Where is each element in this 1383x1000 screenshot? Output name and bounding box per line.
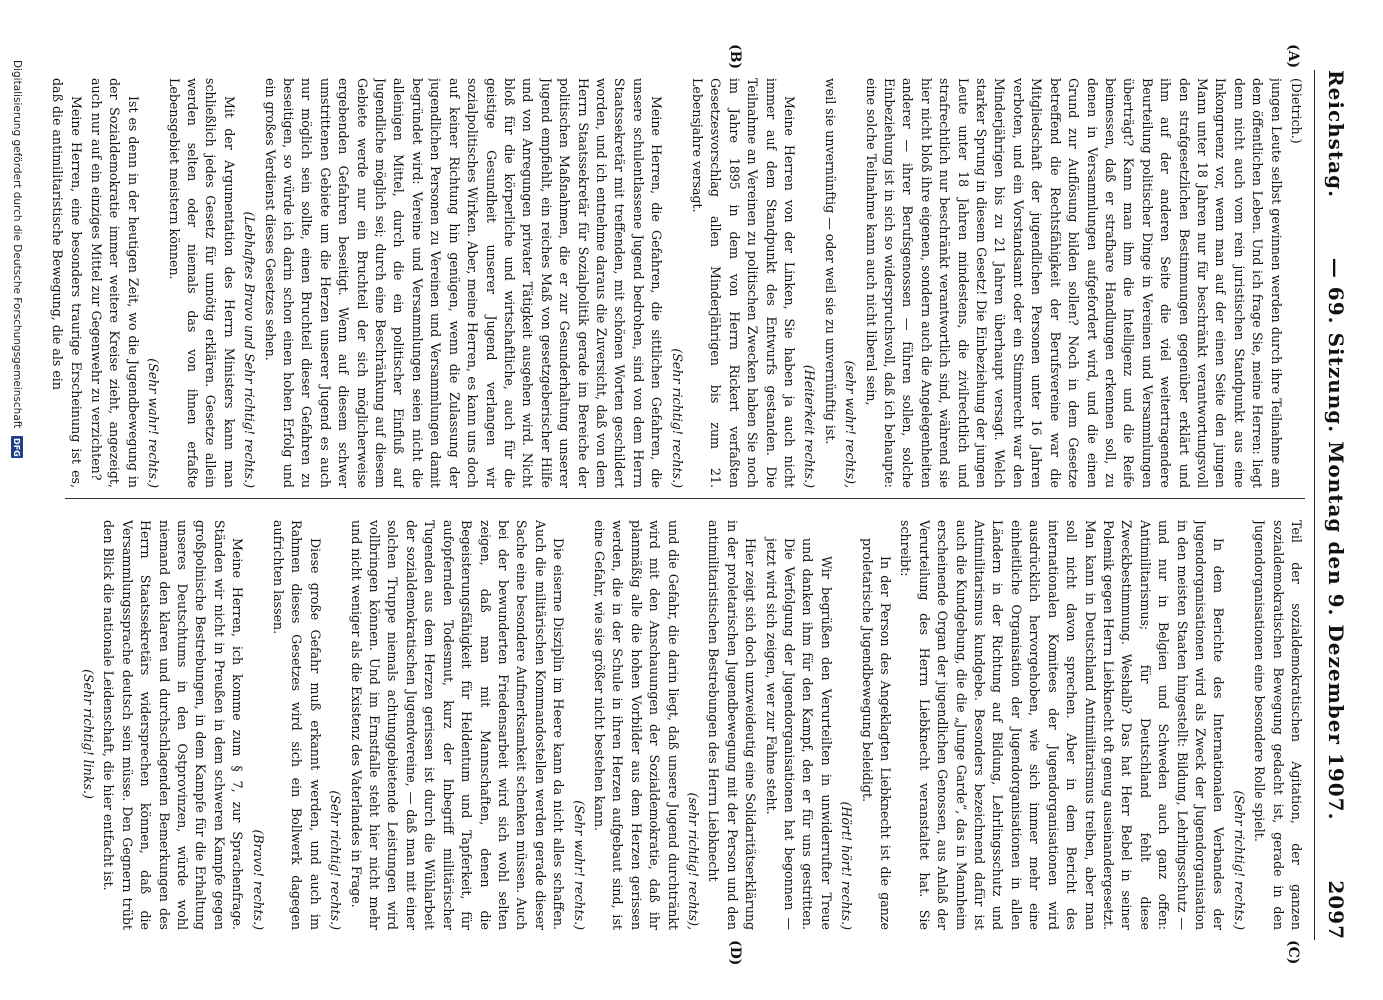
paragraph: weil sie unvernünftig — oder weil sie zu unvernünftig ist. [822, 78, 838, 445]
interjection: (Sehr richtig! rechts.) [328, 790, 344, 930]
header-title: — 69. Sitzung. Montag den 9. Dezember 1907. [1324, 257, 1348, 821]
header-rule [1314, 70, 1315, 940]
interjection: (Heiterkeit rechts.) [802, 364, 818, 488]
paragraph: jungen Leute selbst gewinnen werden durch ihre Teilnahme am dem öffentlichen Leben. Und ich frage Sie, meine Herren: liegt denn nicht auch vom rein juristischen Standpunkt aus eine Inkongruenz vor, wenn man auf der einen Seite den jungen Mann unter 18 Jahren nur für beschränkt verantwortungsvoll den strafgesetzlichen Bestimmungen gegenüber erklärt und ihm auf der anderen Seite die viel weitertragendere Beurteilung politischer Dinge in Vereinen und Versammlungen überträgt? Kann man ihm die Intelligenz und die Reife beimessen, daß er strafbare Handlungen erkennen soll, zu denen in Versammlungen aufgefordert wird, und die einen Grund zur Auflösung bilden sollen? Noch in dem Gesetze betreffend die Rechtsfähigkeit der Berufsvereine war die Mitgliedschaft der jugendlichen Personen unter 16 Jahren verboten, und ein Vorstandsamt oder ein Stimmrecht war den Minderjährigen bis zu 21 Jahren überhaupt versagt. Welch starker Sprung in diesem Gesetz! Die Einbeziehung der jungen Leute unter 18 Jahren mindestens, die zivilrechtlich und strafrechtlich nur beschränkt verantwortlich sind, während sie hier nicht bloß ihre eigenen, sondern auch die Angelegenheiten anderer — ihrer Berufsgenossen — führen sollen, solche Einbeziehung ist in sich so widerspruchsvoll, daß ich behaupte: eine solche Teilnahme kann auch nicht liberal sein, [863, 78, 1284, 488]
credit-text: Digitalisierung gefördert durch die Deutsche Forschungsgemeinschaft [11, 60, 23, 429]
interjection: (Lebhaftes Bravo und Sehr richtig! rechts.) [242, 211, 258, 488]
margin-marker-d: (D) [727, 940, 743, 966]
quotation: Wir begrüßen den Verurteilten in unwiderrufter Treue und danken ihm für den Kampf, den er für uns gestritten. Die Verfolgung der Jugendorganisationen hat begonnen — jetzt wird sich zeigen, wer zur Fahne steht. [763, 538, 834, 930]
right-column [45, 520, 1305, 930]
paragraph: Teil der sozialdemokratischen Agitation, der ganzen sozialdemokratischen Bewegung gedacht ist, gerade in den Jugendorganisationen eine besondere Rolle spielt. [1252, 520, 1304, 930]
margin-marker-c: (C) [1285, 940, 1301, 965]
paragraph: Hier zeigt sich doch unzweideutig eine Solidaritätserklärung in der proletarischen Jugendbewegung mit der Person und den antimilitaristischen Bestrebungen des Herrn Liebknecht [706, 520, 759, 930]
paragraph: und die Gefahr, die darin liegt, daß unsere Jugend durchtränkt wird mit den Anschauungen der Sozialdemokratie, daß ihr planmäßig alle die hohen Vorbilder aus dem Herzen gerissen werden, die in der Schule in ihren Herzen aufgebaut sind, ist eine Gefahr, wie sie größer nicht bestehen kann. [591, 520, 681, 930]
paragraph: Meine Herren von der Linken, Sie haben ja auch nicht immer auf dem Standpunkt des Entwurfs gestanden. Die Teilnahme an Vereinen zu politischen Zwecken haben Sie noch im Jahre 1895 in dem von Herrn Rickert verfaßten Gesetzesvorschlag allen Minderjährigen bis zum 21. Lebensjahre versagt. [690, 78, 798, 488]
margin-marker-b: (B) [727, 44, 743, 70]
paragraph: Die eiserne Disziplin im Heere kann da nicht alles schaffen. Auch die militärischen Kommandostellen werden gerade dieser Sache eine besondere Aufmerksamkeit schenken müssen. Auch bei der bewunderten Friedensarbeit wird sich wohl selten zeigen, daß man mit Mannschaften, denen die Begeisterungsfähigkeit für Heldentum und Tapferkeit, für aufopfernden Todesmut, kurz der Inbegriff militärischer Tugenden aus dem Herzen gerissen ist durch die Wühlarbeit der sozialdemokratischen Jugendvereine, — daß man mit einer solchen Truppe niemals achtunggebietende Leistungen wird vollbringen können. Und im Ernstfalle steht hier nicht mehr und nicht weniger als die Existenz des Vaterlandes in Frage. [348, 520, 567, 930]
dfg-logo: DFG [12, 438, 22, 457]
left-column [45, 78, 1305, 488]
interjection: (sehr wahr! rechts), [843, 360, 859, 488]
interjection: (Sehr richtig! links.) [81, 669, 96, 799]
speaker-name: (Dietrich.) [1289, 78, 1304, 144]
paragraph: Ist es denn in der heutigen Zeit, wo die Jugendbewegung in der Sozialdemokratie immer weitere Kreise zieht, angezeigt, auch nur auf ein einziges Mittel zur Gegenwehr zu verzichten? [89, 78, 141, 488]
paragraph: Meine Herren, ich komme zum § 7, zur Sprachenfrage. Ständen wir nicht in Preußen in dem schweren Kampfe gegen großpolnische Bestrebungen, in dem Kampfe für die Erhaltung unseres Deutschtums in den Ostprovinzen, würde wohl niemand den klaren und durchschlagenden Bemerkungen des Herrn Staatssekretärs widersprechen können, daß die Versammlungssprache deutsch sein müsse. Den Gegnern trübt den Blick die nationale Leidenschaft, die hier entfacht ist. [101, 520, 246, 930]
quotation: In der Person des Angeklagten Liebknecht ist die ganze proletarische Jugendbewegung beleidigt. [859, 538, 894, 930]
interjection: (Sehr wahr! rechts.) [571, 800, 587, 930]
paragraph: In dem Berichte des Internationalen Verbandes der Jugendorganisationen wird als Zweck der Jugendorganisation in den meisten Staaten hingestellt: Bildung, Lehrlingsschutz — und nur in Belgien und Schweden auch ganz offen: Antimilitarismus; für Deutschland fehlt diese Zweckbestimmung. Weshalb? Das hat Herr Bebel in seiner Polemik gegen Herrn Liebknecht oft genug auseinandergesetzt. Man kann in Deutschland Antimilitarismus treiben, aber man soll nicht davon sprechen. Aber in dem Bericht des internationalen Komitees der Jugendorganisationen wird ausdrücklich hervorgehoben, wie sich immer mehr eine einheitliche Organisation der Jugendorganisationen in allen Ländern in der Richtung auf Bildung, Lehrlingsschutz und Antimilitarismus kundgebe. Besonders bezeichnend dafür ist auch die Kundgebung, die die „Junge Garde“, das in Mannheim erscheinende Organ der jugendlichen Genossen, aus Anlaß der Verurteilung des Herrn Liebknecht veranstaltet hat. Sie schreibt: [898, 520, 1227, 930]
paragraph: Meine Herren, eine besonders traurige Erscheinung ist es, daß die antimilitaristische Bewegung, die als ein [50, 78, 84, 488]
interjection: (sehr richtig! rechts), [686, 792, 701, 930]
interjection: (Hört! hört! rechts.) [839, 801, 855, 930]
paragraph: Meine Herren, die Gefahren, die sittlichen Gefahren, die unsere schulentlassene Jugend bedrohen, sind von dem Herrn Staatssekretär mit treffenden, mit schönen Worten geschildert worden, und ich entnehme daraus die Zuversicht, daß von dem Herrn Staatssekretär für Sozialpolitik gerade im Bereiche der politischen Maßnahmen, die er zur Gesunderhaltung unserer Jugend empfiehlt, ein reiches Maß von gesetzgeberischer Hilfe und von Anregungen privater Tätigkeit ausgehen wird. Nicht bloß für die körperliche und wirtschaftliche, auch für die geistige Gesundheit unserer Jugend verlangen wir sozialpolitisches Wirken. Aber, meine Herren, es kann uns doch auf keiner Richtung hin genügen, wenn die Zulassung der jugendlichen Personen zu Vereinen und Versammlungen damit begründet wird: Vereine und Versammlungen seien nicht die alleinigen Mittel, durch die ein politischer Einfluß auf Jugendliche möglich sei; durch eine Beschränkung auf diesem Gebiete werde nur ein Bruchteil der sich möglicherweise ergebenden Gefahren beseitigt. Wenn auf diesem schwer umstrittenen Gebiete um die Herzen unserer Jugend es auch nur möglich sein sollte, einen Bruchteil dieser Gefahren zu beseitigen, so würde ich darin schon einen hohen Erfolg und ein großes Verdienst dieses Gesetzes sehen. [262, 78, 665, 488]
digitization-credit [9, 60, 25, 960]
interjection: (Sehr wahr! rechts.) [146, 358, 162, 488]
interjection: (Sehr richtig! rechts.) [1231, 790, 1247, 930]
page-header [1319, 70, 1353, 940]
margin-marker-a: (A) [1285, 44, 1301, 69]
interjection: (Sehr richtig! rechts.) [669, 348, 685, 488]
page-number: 2097 [1324, 880, 1348, 940]
column-divider [65, 498, 1305, 499]
header-left: Reichstag. [1324, 70, 1348, 199]
interjection: (Bravo! rechts.) [250, 829, 266, 930]
paragraph: Mit der Argumentation des Herrn Ministers kann man schließlich jedes Gesetz für unnötig erklären. Gesetze allein werden selten oder niemals das von ihnen erfaßte Lebensgebiet meistern können. [166, 78, 237, 488]
paragraph: Diese große Gefahr muß erkannt werden, und auch im Rahmen dieses Gesetzes wird sich ein Bollwerk dagegen aufrichten lassen. [271, 520, 323, 930]
